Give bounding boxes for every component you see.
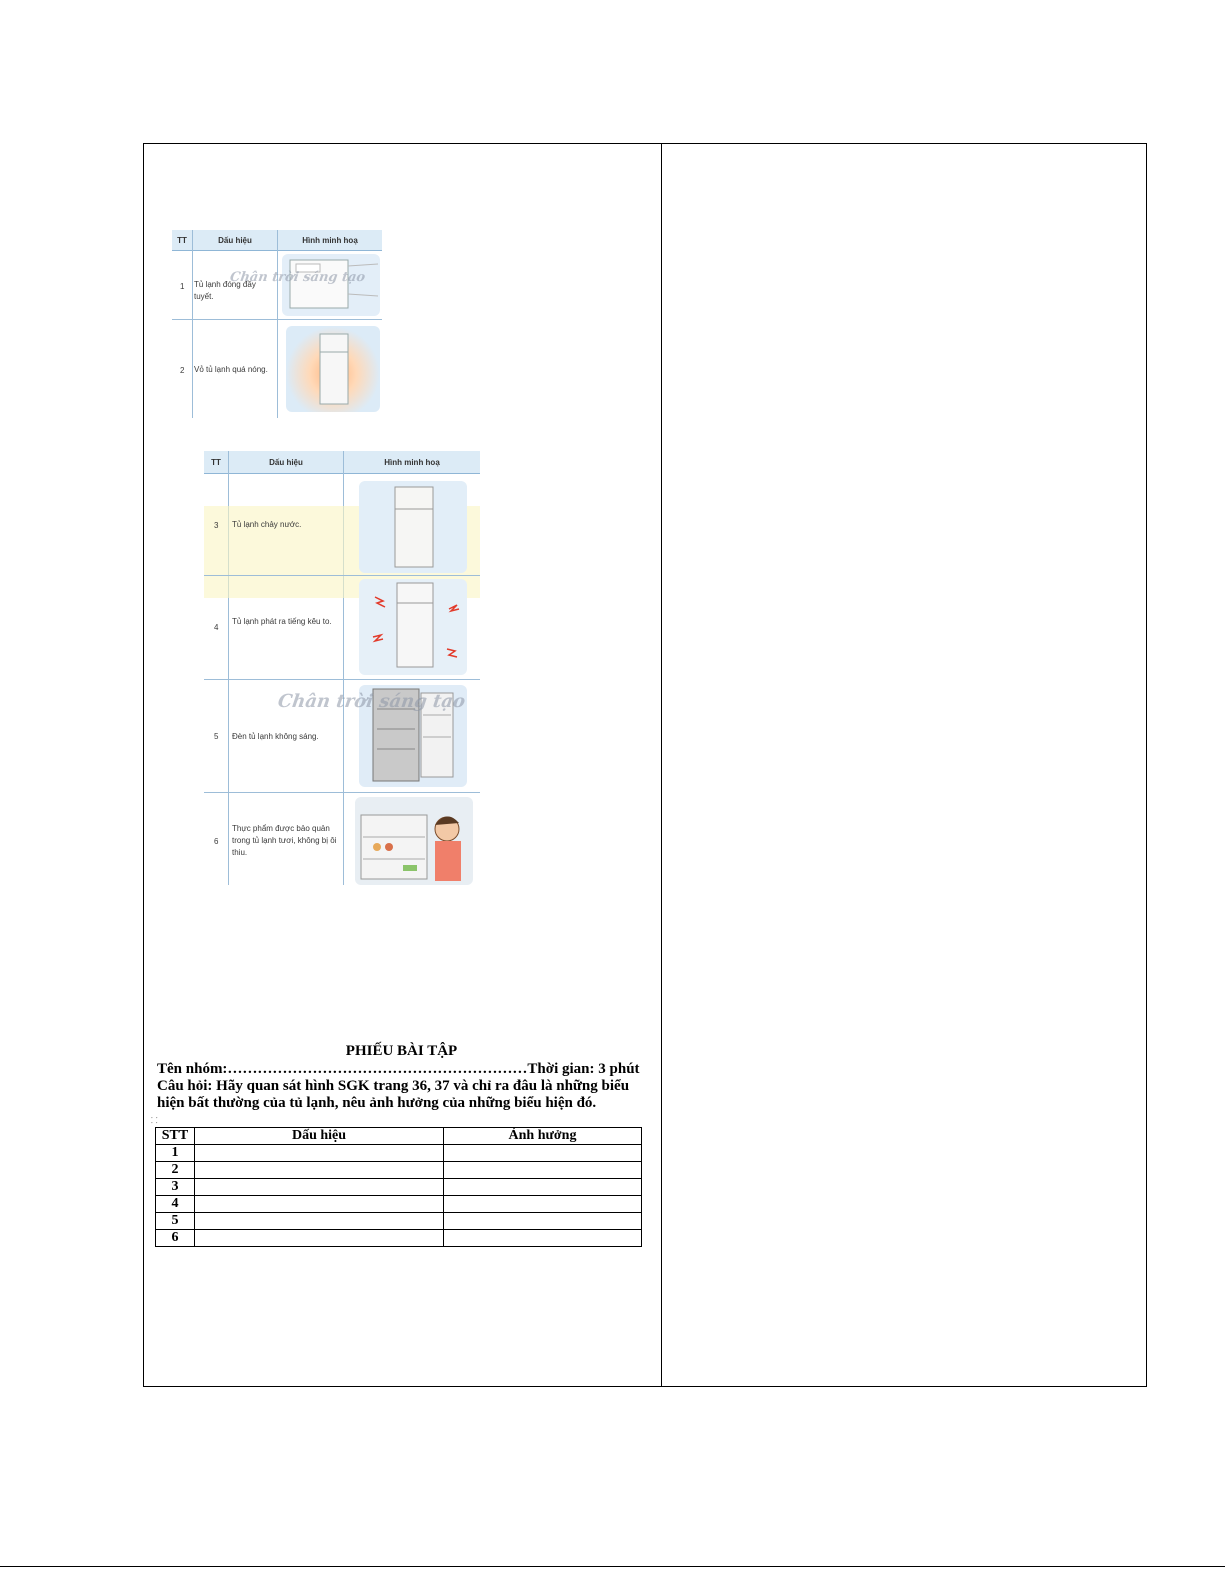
textbook-table-2	[204, 451, 480, 885]
fridge-icon	[359, 579, 467, 675]
table-row	[156, 1213, 642, 1230]
impact-header: Ảnh hưởng	[444, 1128, 642, 1145]
table-header-row	[156, 1128, 642, 1145]
sign-text: Tủ lạnh chảy nước.	[232, 520, 302, 529]
row-number: 4	[214, 623, 219, 632]
sign-cell[interactable]	[195, 1162, 444, 1179]
stt-header: STT	[156, 1128, 195, 1145]
sign-header: Dấu hiệu	[195, 1128, 444, 1145]
stt-cell: 6	[156, 1230, 195, 1247]
group-time-line: Tên nhóm:……………………………………………………Thời gian: 3 phút	[157, 1061, 640, 1077]
worksheet-title: PHIẾU BÀI TẬP	[345, 1043, 458, 1059]
fridge-icon	[282, 254, 380, 316]
table-row	[156, 1162, 642, 1179]
stt-cell: 3	[156, 1179, 195, 1196]
sign-header: Dấu hiệu	[229, 451, 343, 474]
illustration-header: Hình minh hoạ	[344, 451, 480, 474]
stt-cell: 2	[156, 1162, 195, 1179]
impact-cell[interactable]	[444, 1145, 642, 1162]
stt-cell: 5	[156, 1213, 195, 1230]
question-line-1: Câu hỏi: Hãy quan sát hình SGK trang 36, 37 và chỉ ra đâu là những biểu	[157, 1078, 630, 1094]
worksheet-table	[155, 1127, 642, 1247]
impact-cell[interactable]	[444, 1213, 642, 1230]
question-line-2: hiện bất thường của tủ lạnh, nêu ảnh hưởng của những biểu hiện đó.	[157, 1095, 597, 1111]
row-number: 2	[180, 366, 185, 375]
sign-cell[interactable]	[195, 1145, 444, 1162]
hot-fridge-picture	[286, 326, 380, 412]
sign-text: Tủ lạnh đóng đầy tuyết.	[194, 280, 256, 301]
table-row	[156, 1179, 642, 1196]
leaking-fridge-picture	[359, 481, 467, 573]
fridge-icon	[359, 481, 467, 573]
tt-header: TT	[204, 451, 228, 474]
table-row	[156, 1145, 642, 1162]
child-fridge-picture	[355, 797, 473, 885]
sign-cell[interactable]	[195, 1230, 444, 1247]
row-number: 5	[214, 732, 219, 741]
sign-text: Thực phẩm được bảo quản trong tủ lạnh tươi, không bị ôi thiu.	[232, 824, 337, 857]
watermark: Chân trời sáng tạo	[276, 691, 467, 712]
impact-cell[interactable]	[444, 1179, 642, 1196]
sign-cell[interactable]	[195, 1196, 444, 1213]
page-bottom-rule	[0, 1566, 1225, 1567]
tt-header: TT	[172, 230, 192, 251]
column-divider	[661, 144, 662, 1386]
table-row	[156, 1230, 642, 1247]
sign-cell[interactable]	[195, 1213, 444, 1230]
row-number: 3	[214, 521, 219, 530]
fridge-icon	[286, 326, 380, 412]
sign-text: Đèn tủ lạnh không sáng.	[232, 732, 319, 741]
table-row	[156, 1196, 642, 1213]
row-number: 1	[180, 282, 185, 291]
frozen-fridge-picture	[282, 254, 380, 316]
illustration-header: Hình minh hoạ	[278, 230, 382, 251]
sign-cell[interactable]	[195, 1179, 444, 1196]
impact-cell[interactable]	[444, 1196, 642, 1213]
noisy-fridge-picture	[359, 579, 467, 675]
stt-cell: 1	[156, 1145, 195, 1162]
sign-text: Tủ lạnh phát ra tiếng kêu to.	[232, 617, 332, 626]
textbook-table-1	[172, 230, 382, 418]
watermark: Chân trời sáng tạo	[228, 270, 367, 285]
sign-header: Dấu hiệu	[193, 230, 277, 251]
anchor-marker: ⸬	[151, 1116, 158, 1125]
impact-cell[interactable]	[444, 1162, 642, 1179]
impact-cell[interactable]	[444, 1230, 642, 1247]
sign-text: Vỏ tủ lạnh quá nóng.	[194, 365, 268, 374]
child-with-fridge-icon	[355, 797, 473, 885]
row-number: 6	[214, 837, 219, 846]
stt-cell: 4	[156, 1196, 195, 1213]
